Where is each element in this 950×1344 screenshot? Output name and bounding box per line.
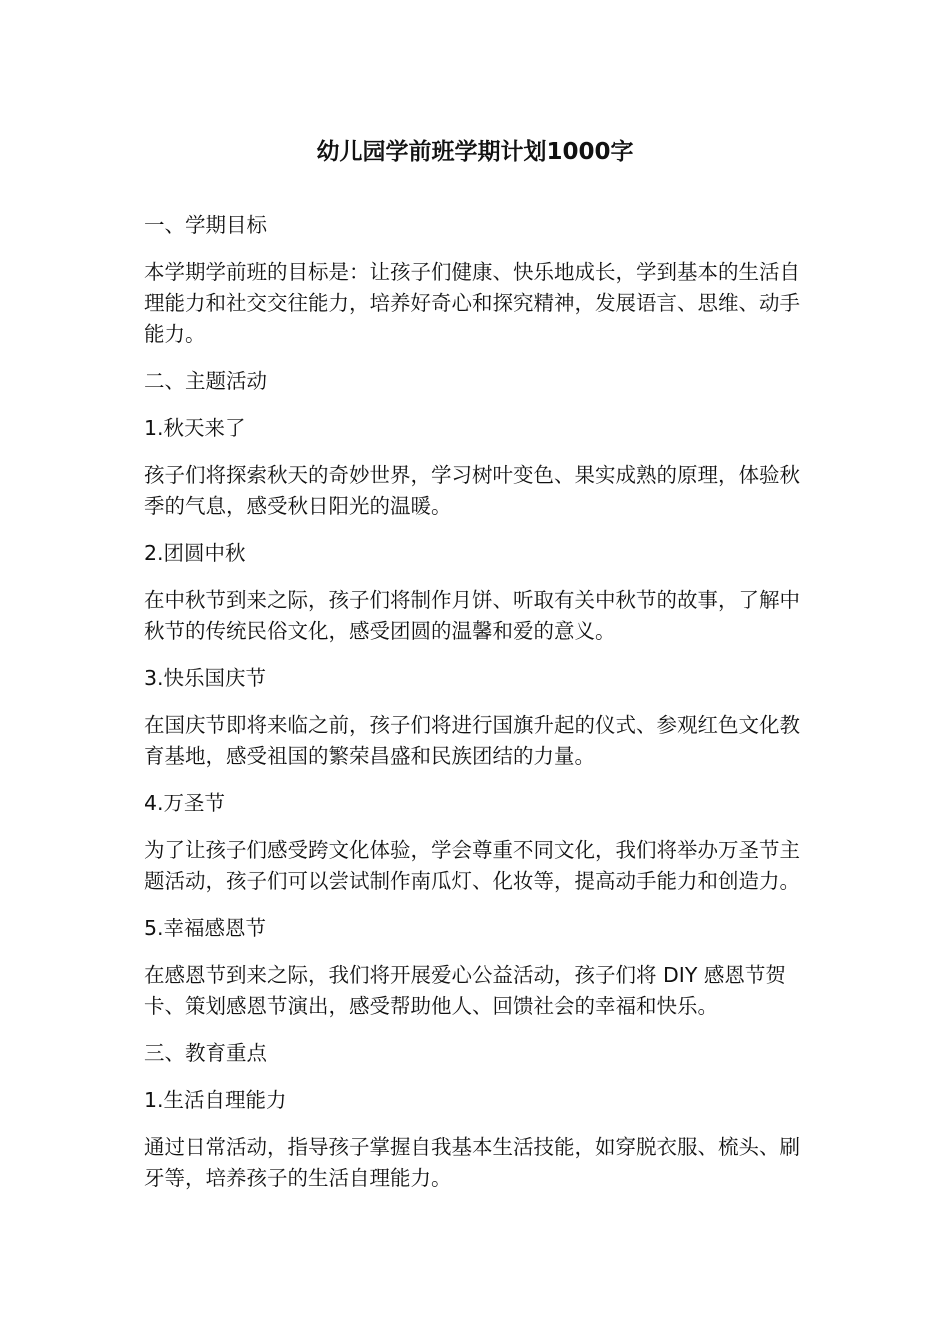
subheading-mid-autumn: 2.团圆中秋: [144, 541, 246, 565]
subheading-self-care: 1.生活自理能力: [144, 1088, 287, 1112]
paragraph-national-day: 在国庆节即将来临之前，孩子们将进行国旗升起的仪式、参观红色文化教育基地，感受祖国的繁荣昌盛和民族团结的力量。: [144, 713, 800, 768]
subheading-national-day: 3.快乐国庆节: [144, 666, 267, 690]
paragraph-thanksgiving: 在感恩节到来之际，我们将开展爱心公益活动，孩子们将 DIY 感恩节贺卡、策划感恩节演出，感受帮助他人、回馈社会的幸福和快乐。: [144, 963, 786, 1018]
document-title: 幼儿园学前班学期计划1000字: [316, 139, 634, 165]
section-heading-activities: 二、主题活动: [144, 369, 267, 393]
section-heading-education-focus: 三、教育重点: [144, 1041, 267, 1065]
paragraph-autumn: 孩子们将探索秋天的奇妙世界，学习树叶变色、果实成熟的原理，体验秋季的气息，感受秋日阳光的温暖。: [144, 463, 800, 518]
document-body: [144, 210, 809, 1210]
paragraph-self-care: 通过日常活动，指导孩子掌握自我基本生活技能，如穿脱衣服、梳头、刷牙等，培养孩子的生活自理能力。: [144, 1135, 800, 1190]
section-heading-goals: 一、学期目标: [144, 213, 267, 237]
paragraph-goals: 本学期学前班的目标是：让孩子们健康、快乐地成长，学到基本的生活自理能力和社交交往能力，培养好奇心和探究精神，发展语言、思维、动手能力。: [144, 260, 800, 346]
subheading-thanksgiving: 5.幸福感恩节: [144, 916, 267, 940]
subheading-autumn: 1.秋天来了: [144, 416, 246, 440]
paragraph-halloween: 为了让孩子们感受跨文化体验，学会尊重不同文化，我们将举办万圣节主题活动，孩子们可以尝试制作南瓜灯、化妆等，提高动手能力和创造力。: [144, 838, 800, 893]
subheading-halloween: 4.万圣节: [144, 791, 226, 815]
paragraph-mid-autumn: 在中秋节到来之际，孩子们将制作月饼、听取有关中秋节的故事，了解中秋节的传统民俗文化，感受团圆的温馨和爱的意义。: [144, 588, 800, 643]
